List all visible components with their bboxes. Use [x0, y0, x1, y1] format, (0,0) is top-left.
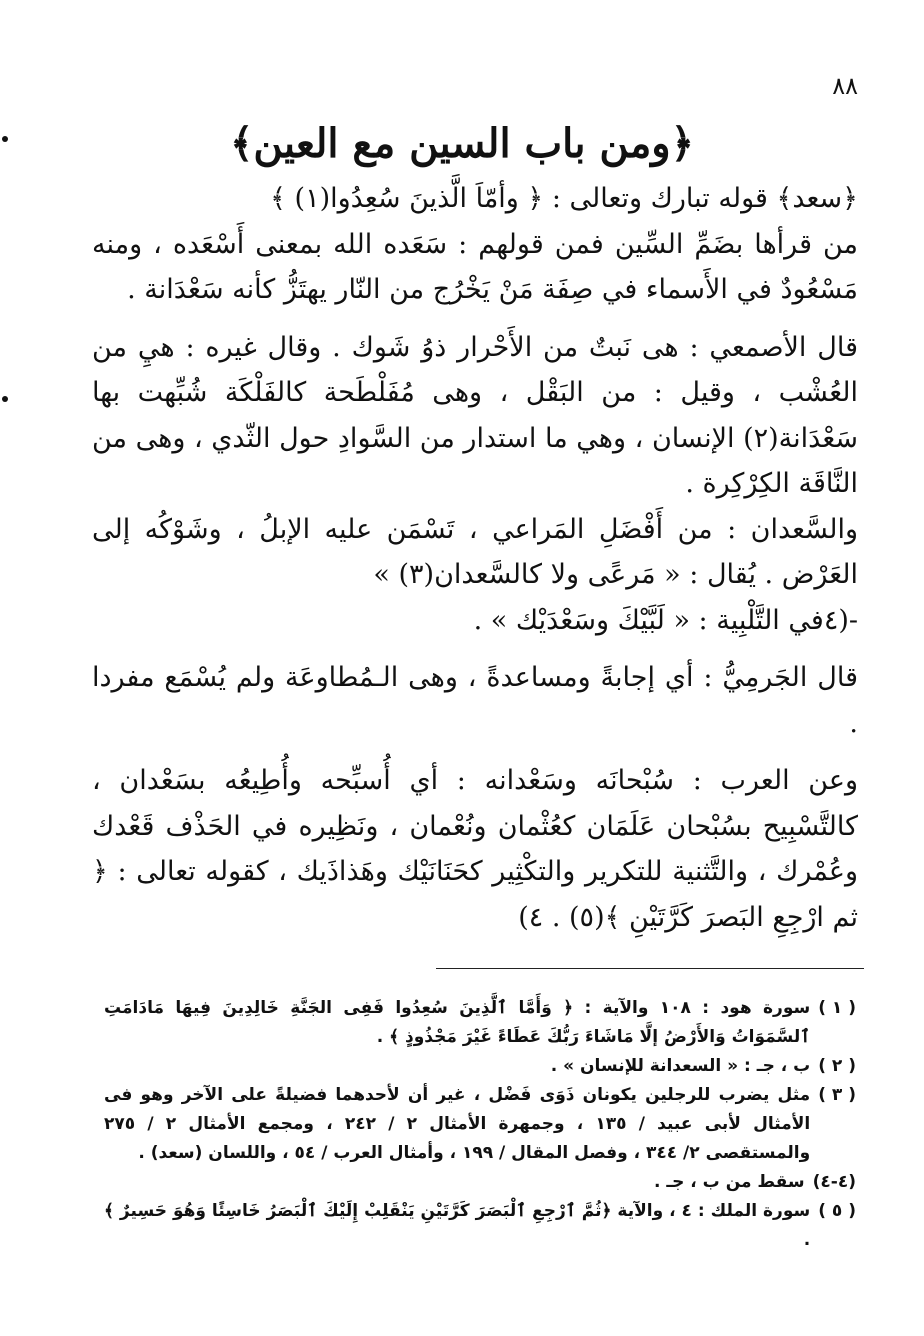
- footnote-number: ( ٢ ): [818, 1056, 856, 1076]
- paragraph-saad-verse: ﴿سعد﴾ قوله تبارك وتعالى : ﴿ وأمّاَ الَّذينَ سُعِدُوا(١) ﴾: [270, 183, 858, 214]
- paragraph-saadan: والسَّعدان : من أَفْضَلِ المَراعي ، تَسْمَن عليه الإبلُ ، وشَوْكُه إلى العَرْض . يُقال : « مَرعًى ولا كالسَّعدان(٣) »: [92, 513, 858, 590]
- footnote-text: سورة هود : ١٠٨ والآية : ﴿ وَأَمَّا ٱلَّذِينَ سُعِدُوا فَفِى الجَنَّةِ خَالِدِينَ فِيهَا مَادَامَتِ ٱلسَّمَوَاتُ وَالأَرْضُ إلَّا مَاشَاءَ رَبُّكَ عَطَاءً غَيْرَ مَجْذُوذٍ ﴾ .: [104, 998, 811, 1047]
- scan-speck-dot: [2, 396, 8, 402]
- page-number: ٨٨: [832, 72, 858, 100]
- footnote-number: ( ٥ ): [818, 1201, 856, 1221]
- footnote-text: مثل يضرب للرجلين يكونان ذَوَى فَضْل ، غير أن لأحدهما فضيلةً على الآخر وهو فى الأمثال لأبى عبيد / ١٣٥ ، وجمهرة الأمثال ٢ / ٢٤٢ ، ومجمع الأمثال ٢ / ٢٧٥ والمستقصى ٢/ ٣٤٤ ، وفصل المقال / ١٩٩ ، وأمثال العرب / ٥٤ ، واللسان (سعد) .: [104, 1085, 811, 1163]
- footnotes: [104, 994, 856, 1255]
- footnote-text: سورة الملك : ٤ ، والآية ﴿ثُمَّ ٱرْجِعِ ٱلْبَصَرَ كَرَّتَيْنِ يَنْقَلِبْ إِلَيْكَ ٱلْبَصَرُ خَاسِئًا وَهُوَ حَسِيرٌ ﴾ .: [104, 1201, 811, 1250]
- footnote-item: [104, 1052, 856, 1081]
- paragraph-asmai: قال الأصمعي : هى نَبتٌ من الأَحْرار ذوُ شَوك . وقال غيره : هيِ من العُشْب ، وقيل : من البَقْل ، وهى مُفَلْطَحة كالفَلْكَة شُبِّهت بها سَعْدَانة(٢) الإنسان ، وهي ما استدار من السَّوادِ حول الثّدي ، وهى من النَّاقَة الكِرْكِرة .: [92, 331, 858, 499]
- footnote-number: ( ٣ ): [818, 1085, 856, 1105]
- paragraph-jarmi: قال الجَرمِيُّ : أي إجابةً ومساعدةً ، وهى الـمُطاوعَة ولم يُسْمَع مفردا .: [92, 662, 858, 739]
- main-text: [92, 176, 858, 940]
- footnote-text: سقط من ب ، جـ .: [653, 1172, 805, 1192]
- footnote-item: [104, 1197, 856, 1255]
- footnote-item: [104, 1081, 856, 1168]
- footnote-number: ( ١ ): [818, 998, 856, 1018]
- chapter-title: ﴿ومن باب السين مع العين﴾: [229, 120, 695, 167]
- footnote-number: (٤-٤): [812, 1172, 856, 1192]
- paragraph-reading: من قرأها بضَمِّ السِّين فمن قولهم : سَعَده الله بمعنى أَسْعَده ، ومنه مَسْعُودٌ في الأَسماء في صِفَة مَنْ يَخْرُج من النّار يهتَزُّ كأنه سَعْدَانة .: [92, 228, 858, 305]
- footnote-item: [104, 1168, 856, 1197]
- footnote-item: [104, 994, 856, 1052]
- scan-speck-dot: [2, 136, 8, 142]
- paragraph-arab: وعن العرب : سُبْحانَه وسَعْدانه : أي أُسبِّحه وأُطِيعُه بسَعْدان ، كالتَّسْبِيح بسُبْحان عَلَمَان كعُثْمان ونُعْمان ، ونَظِيره في الحَذْف قَعْدك وعُمْرك ، والتَّثنية للتكرير والتكْثِير كحَنَانَيْك وهَذاذَيك ، كقوله تعالى : ﴿ ثم ارْجِعِ البَصرَ كَرَّتَيْنِ ﴾(٥) . ٤): [92, 765, 858, 933]
- paragraph-talbiya: -(٤في التَّلْبِية : « لَبَّيْكَ وسَعْدَيْك » .: [473, 604, 858, 636]
- footnote-text: ب ، جـ : « السعدانة للإنسان » .: [550, 1056, 811, 1076]
- footnote-divider: [436, 968, 864, 969]
